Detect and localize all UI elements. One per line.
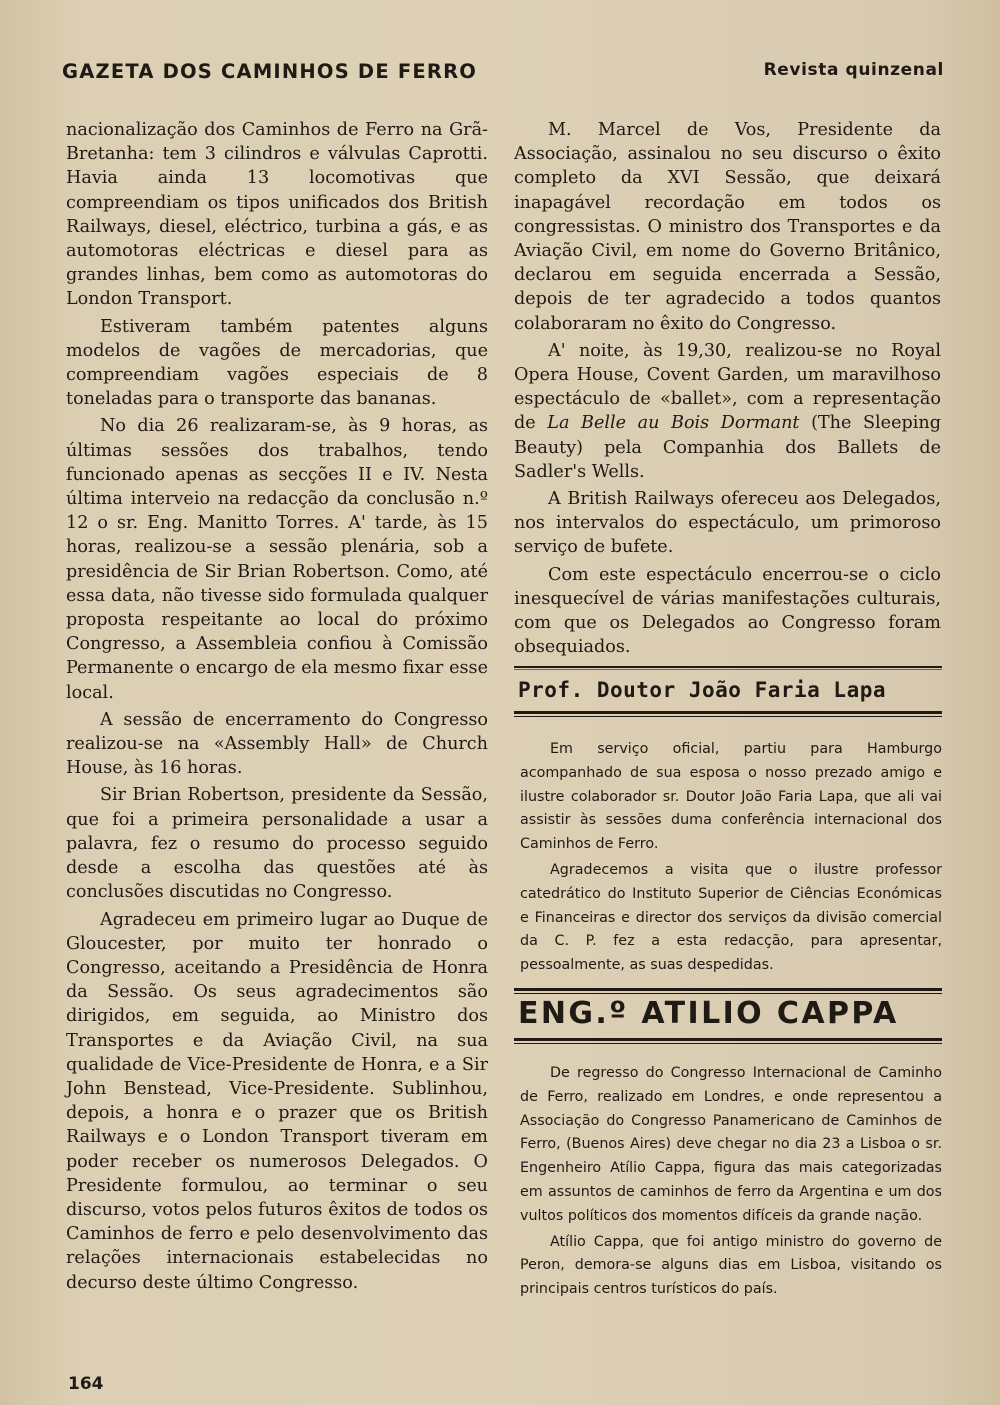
news-paragraph: Agradecemos a visita que o ilustre professor catedrático do Instituto Superior de Ciências Económicas e Financeiras e director dos serviços da divisão comercial da C. P. fez a esta redacção, para apresentar, pessoalmente, as suas despedidas.: [520, 861, 942, 974]
article-left-column: [66, 118, 488, 1295]
divider-rule: [514, 666, 942, 668]
news-body: [520, 1062, 942, 1302]
divider-rule: [514, 669, 942, 670]
divider-rule: [514, 988, 942, 991]
article-paragraph: Estiveram também patentes alguns modelos de vagões de mercadorias, que compreendiam vagões especiais de 8 toneladas para o transporte das bananas.: [66, 316, 488, 410]
divider-rule: [514, 993, 942, 994]
ballet-title: La Belle au Bois Dormant: [547, 413, 800, 434]
publication-subtitle: Revista quinzenal: [763, 60, 944, 80]
divider-rule: [514, 716, 942, 717]
page-header: [62, 58, 944, 88]
news-paragraph: Em serviço oficial, partiu para Hamburgo acompanhado de sua esposa o nosso prezado amigo e ilustre colaborador sr. Doutor João Faria Lapa, que ali vai assistir às sessões duma conferência internacional dos Caminhos de Ferro.: [520, 741, 942, 853]
article-paragraph: Sir Brian Robertson, presidente da Sessão, que foi a primeira personalidade a usar a palavra, fez o resumo do processo seguido desde a escolha das questões até às conclusões discutidas no Congresso.: [66, 785, 488, 903]
page-number: 164: [68, 1374, 104, 1394]
article-right-column: [514, 118, 941, 659]
news-body: [520, 738, 942, 978]
article-paragraph: No dia 26 realizaram-se, às 9 horas, as últimas sessões dos trabalhos, tendo funcionado apenas as secções II e IV. Nesta última interveio na redacção da conclusão n.º 12 o sr. Eng. Manitto Torres. A' tarde, às 15 horas, realizou-se a sessão plenária, sob a presidência de Sir Brian Robertson. Como, até essa data, não tivesse sido formulada qualquer proposta respeitante ao local do próximo Congresso, a Assembleia confiou à Comissão Permanente o encargo de ela mesmo fixar esse local.: [66, 416, 488, 703]
article-paragraph: A' noite, às 19,30, realizou-se no Royal Opera House, Covent Garden, um maravilhoso espectáculo de «ballet», com a representação de La Belle au Bois Dormant (The Sleeping Beauty) pela Companhia dos Ballets de Sadler's Wells.: [514, 340, 941, 482]
publication-title: GAZETA DOS CAMINHOS DE FERRO: [62, 60, 478, 83]
news-box-atilio-cappa: [514, 988, 942, 1328]
article-paragraph: A sessão de encerramento do Congresso realizou-se na «Assembly Hall» de Church House, às 16 horas.: [66, 709, 488, 779]
divider-rule: [514, 711, 942, 714]
news-title: ENG.º ATILIO CAPPA: [518, 996, 899, 1031]
article-paragraph: A British Railways ofereceu aos Delegados, nos intervalos do espectáculo, um primoroso serviço de bufete.: [514, 489, 941, 558]
news-paragraph: Atílio Cappa, que foi antigo ministro do governo de Peron, demora-se alguns dias em Lisboa, visitando os principais centros turísticos do país.: [520, 1233, 942, 1298]
news-box-faria-lapa: [514, 666, 942, 974]
news-paragraph: De regresso do Congresso Internacional de Caminho de Ferro, realizado em Londres, e onde representou a Associação do Congresso Panamericano de Caminhos de Ferro, (Buenos Aires) deve chegar no dia 23 a Lisboa o sr. Engenheiro Atílio Cappa, figura das mais categorizadas em assuntos de caminhos de ferro da Argentina e um dos vultos políticos dos momentos difíceis da grande nação.: [520, 1065, 942, 1224]
article-paragraph: Com este espectáculo encerrou-se o ciclo inesquecível de várias manifestações culturais, com que os Delegados ao Congresso foram obsequiados.: [514, 564, 941, 658]
article-paragraph: M. Marcel de Vos, Presidente da Associação, assinalou no seu discurso o êxito completo da XVI Sessão, que deixará inapagável recordação em todos os congressistas. O ministro dos Transportes e da Aviação Civil, em nome do Governo Britânico, declarou em seguida encerrada a Sessão, depois de ter agradecido a todos quantos colaboraram no êxito do Congresso.: [514, 120, 941, 334]
divider-rule: [514, 1043, 942, 1044]
article-paragraph: Agradeceu em primeiro lugar ao Duque de Gloucester, por muito ter honrado o Congresso, aceitando a Presidência de Honra da Sessão. Os seus agradecimentos são dirigidos, em seguida, ao Ministro dos Transportes e da Aviação Civil, na sua qualidade de Vice-Presidente de Honra, e a Sir John Benstead, Vice-Presidente. Sublinhou, depois, a honra e o prazer que os British Railways e o London Transport tiveram em poder receber os numerosos Delegados. O Presidente formulou, ao terminar o seu discurso, votos pelos futuros êxitos de todos os Caminhos de ferro e pelo desenvolvimento das relações internacionais estabelecidas no decurso deste último Congresso.: [66, 909, 488, 1293]
divider-rule: [514, 1038, 942, 1041]
article-paragraph: nacionalização dos Caminhos de Ferro na Grã-Bretanha: tem 3 cilindros e válvulas Caprotti. Havia ainda 13 locomotivas que compreendiam os tipos unificados dos British Railways, diesel, eléctrico, turbina a gás, e as automotoras eléctricas e diesel para as grandes linhas, bem como as automotoras do London Transport.: [66, 120, 488, 310]
news-title: Prof. Doutor João Faria Lapa: [518, 678, 887, 702]
